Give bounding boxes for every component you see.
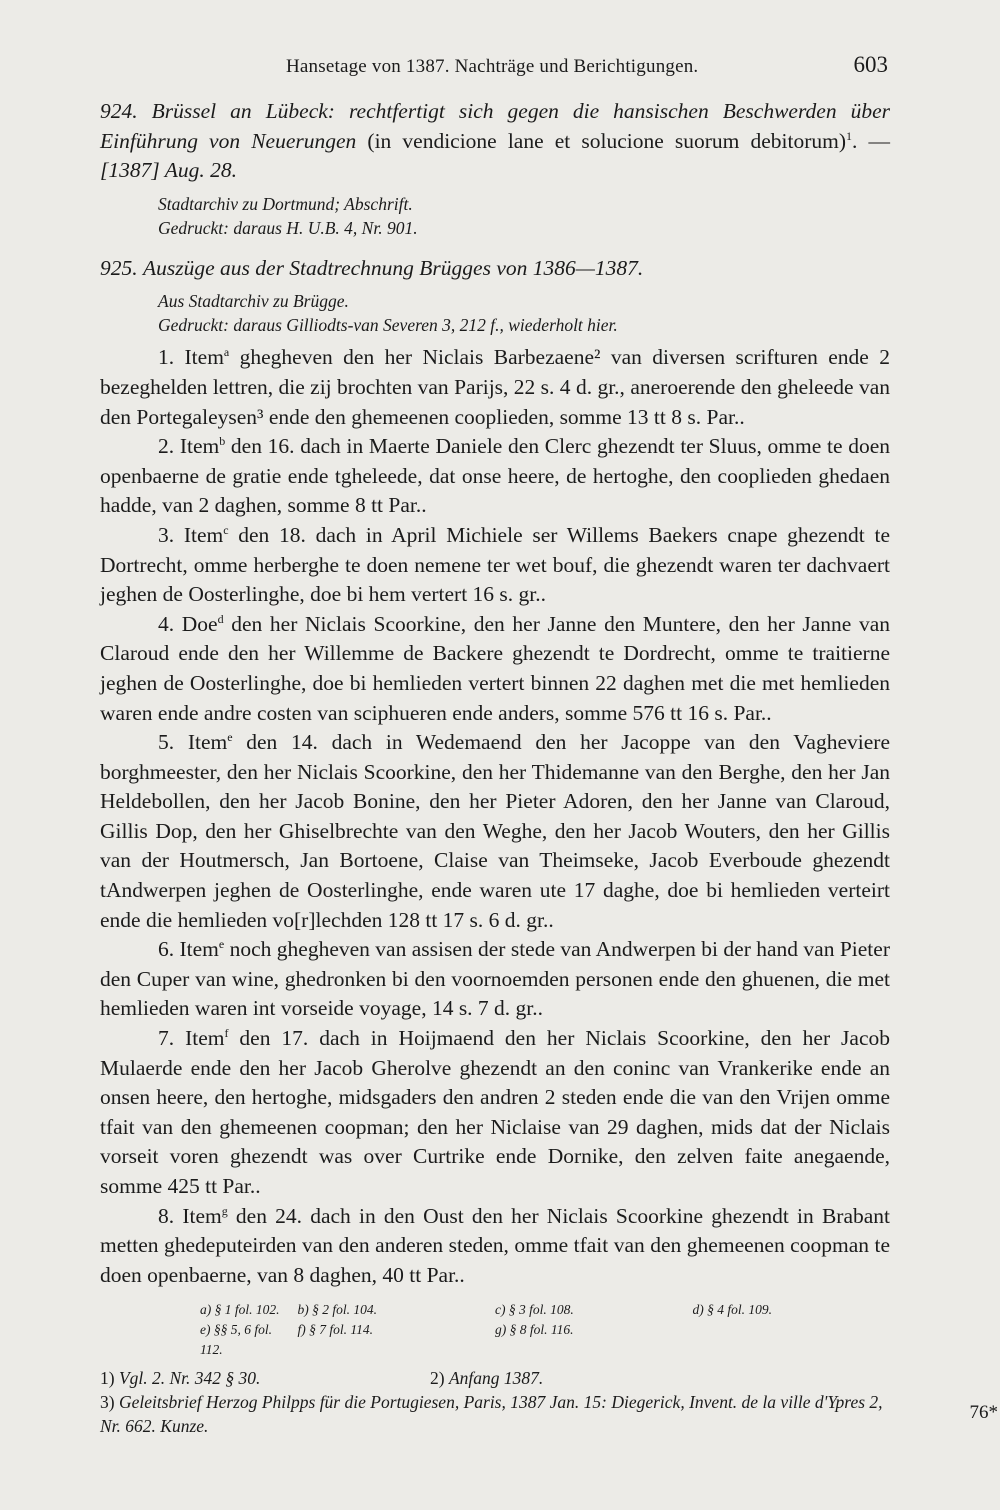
item-text: den 16. dach in Maerte Daniele den Clerc ghezendt ter Sluus, omme te doen openbaerne de gratie ende tgheleede, dat onse heere, de hertoghe, den cooplieden ghedaen hadde, van 2 daghen, somme 8 tt Par..: [100, 434, 890, 518]
footnote-mark: 2): [430, 1368, 445, 1389]
entry-925-source-2: Gedruckt: daraus Gilliodts-van Severen 3, 212 f., wiederholt hier.: [158, 315, 618, 336]
lettered-note: e) §§ 5, 6 fol. 112.: [200, 1322, 272, 1358]
page-body: [100, 97, 890, 1438]
entry-title: Brüssel an Lübeck: rechtfertigt sich gegen die hansischen Beschwerden über Einführung von Neuerungen: [100, 99, 891, 153]
footnote-mark: 1): [100, 1368, 115, 1389]
footnotes: [100, 1366, 890, 1438]
item-6: [100, 935, 890, 1024]
item-label: 1. Item: [158, 345, 224, 370]
item-1: [100, 343, 890, 432]
lettered-note: d) § 4 fol. 109.: [692, 1302, 772, 1318]
item-text: den 24. dach in den Oust den her Niclais Scoorkine ghezendt in Brabant metten ghedeputeirden van den anderen steden, omme tfait van den ghemeenen coopman te doen openbaerne, van 8 daghen, 40 tt Par..: [100, 1203, 890, 1287]
footnote-3: [100, 1390, 890, 1438]
footnote-row: [100, 1366, 890, 1390]
lettered-note: a) § 1 fol. 102.: [200, 1302, 280, 1318]
footnote-text: Geleitsbrief Herzog Philpps für die Portugiesen, Paris, 1387 Jan. 15: Diegerick, Invent. de la ville d'Ypres 2, Nr. 662. Kunze.: [100, 1392, 883, 1437]
lettered-note: [693, 1320, 891, 1360]
date-separator: . —: [852, 128, 891, 153]
lettered-note: b) § 2 fol. 104.: [297, 1302, 377, 1318]
note-mark: b: [219, 434, 226, 448]
item-text: den 17. dach in Hoijmaend den her Niclais Scoorkine, den her Jacob Mulaerde ende den her Jacob Gherolve ghezendt an den coninc van Vrankerike ende an onsen heere, den hertoghe, midsgaders den andren 2 steden ende die van den Vrijen omme tfait van den ghemeenen coopman; den her Niclaise van 29 daghen, mids dat der Niclais vorseit voren ghezendt was over Curtrike ende Dornike, den zelven faite anegaende, somme 425 tt Par..: [100, 1026, 891, 1198]
signature-mark: 76*: [969, 1402, 998, 1423]
running-head: Hansetage von 1387. Nachträge und Berichtigungen.: [286, 56, 699, 77]
entry-925-source-1: Aus Stadtarchiv zu Brügge.: [158, 291, 349, 312]
item-label: 7. Item: [158, 1026, 225, 1051]
item-3: [100, 521, 890, 610]
footnote-text: Vgl. 2. Nr. 342 § 30.: [118, 1368, 261, 1389]
lettered-notes: [100, 1300, 890, 1360]
entry-subtitle: (in vendicione lane et solucione suorum debitorum): [367, 128, 847, 153]
lettered-note: f) § 7 fol. 114.: [297, 1322, 373, 1338]
note-mark: d: [217, 611, 224, 626]
entry-number: 924.: [100, 99, 138, 123]
item-8: [100, 1202, 890, 1291]
item-text: den 14. dach in Wedemaend den her Jacoppe van den Vagheviere borghmeester, den her Niclais Scoorkine, den her Thidemanne van den Berghe, den her Jan Heldebollen, den her Jacob Bonine, den her Pieter Adoren, den her Janne van Claroud, Gillis Dop, den her Ghiselbrechte van den Weghe, den her Jacob Wouters, den her Gillis van der Houtmersch, Jan Bortoene, Claise van Theimseke, Jacob Everboude ghezendt tAndwerpen jeghen de Oosterlinghe, ende waren ute 17 daghe, doe bi hemlieden verteirt ende die hemlieden vo[r]lechden 128 tt 17 s. 6 d. gr..: [100, 730, 890, 932]
page-number: 603: [853, 52, 888, 77]
item-label: 8. Item: [158, 1203, 222, 1228]
item-label: 2. Item: [158, 434, 220, 459]
note-mark: e: [218, 937, 225, 952]
item-text: den her Niclais Scoorkine, den her Janne den Muntere, den her Janne van Claroud ende den her Willemme de Backere ghezendt te Dordrecht, omme te traitierne jeghen de Oosterlinghe, doe bi hemlieden vertert binnen 22 daghen met die met hemlieden waren ende andre costen van sciphueren ende anders, somme 576 tt 16 s. Par..: [100, 611, 890, 725]
footnote-text: Anfang 1387.: [448, 1368, 544, 1389]
page-header: [100, 52, 890, 86]
entry-date: [1387] Aug. 28.: [100, 158, 237, 183]
entry-924-source-2: Gedruckt: daraus H. U.B. 4, Nr. 901.: [158, 217, 418, 238]
item-text: noch ghegheven van assisen der stede van Andwerpen bi der hand van Pieter den Cuper van wine, ghedronken bi den voornoemden personen ende den ghuenen, die met hemlieden waren int vorseide voyage, 14 s. 7 d. gr..: [100, 937, 890, 1021]
item-label: 6. Item: [158, 937, 219, 962]
lettered-note: g) § 8 fol. 116.: [495, 1322, 574, 1338]
item-label: 3. Item: [158, 522, 224, 547]
item-label: 4. Doe: [158, 611, 218, 636]
footnote-1: [100, 1366, 430, 1390]
item-text: den 18. dach in April Michiele ser Willems Baekers cnape ghezendt te Dortrecht, omme herberghe te doen nemene ter wet bouf, die ghezendt waren ter dachvaert jeghen de Oosterlinghe, doe bi hem vertert 16 s. gr..: [100, 522, 890, 607]
note-mark: c: [223, 522, 229, 537]
item-2: [100, 432, 890, 521]
footnote-2: [430, 1366, 543, 1390]
lettered-note: c) § 3 fol. 108.: [495, 1302, 574, 1318]
entry-number: 925.: [100, 255, 138, 280]
entry-924-source-1: Stadtarchiv zu Dortmund; Abschrift.: [158, 193, 413, 214]
item-7: [100, 1024, 890, 1202]
note-mark: g: [221, 1203, 228, 1218]
item-text: ghegheven den her Niclais Barbezaene² van diversen scrifturen ende 2 bezeghelden lettren, die zij brochten van Parijs, 22 s. 4 d. gr., aneroerende den gheleede van den Portegaleysen³ ende den ghemeenen cooplieden, somme 13 tt 8 s. Par..: [100, 345, 890, 429]
entry-924-heading: [100, 97, 890, 186]
note-mark: f: [224, 1025, 229, 1040]
note-mark: a: [223, 345, 230, 360]
note-mark: e: [227, 729, 233, 744]
entry-925-heading: [100, 254, 890, 284]
footnote-mark: 3): [100, 1392, 115, 1413]
footnote-ref: 1: [846, 128, 853, 143]
item-label: 5. Item: [158, 730, 228, 755]
entry-title: Auszüge aus der Stadtrechnung Brügges von 1386—1387.: [143, 255, 644, 280]
item-4: [100, 610, 890, 728]
item-5: [100, 728, 890, 935]
